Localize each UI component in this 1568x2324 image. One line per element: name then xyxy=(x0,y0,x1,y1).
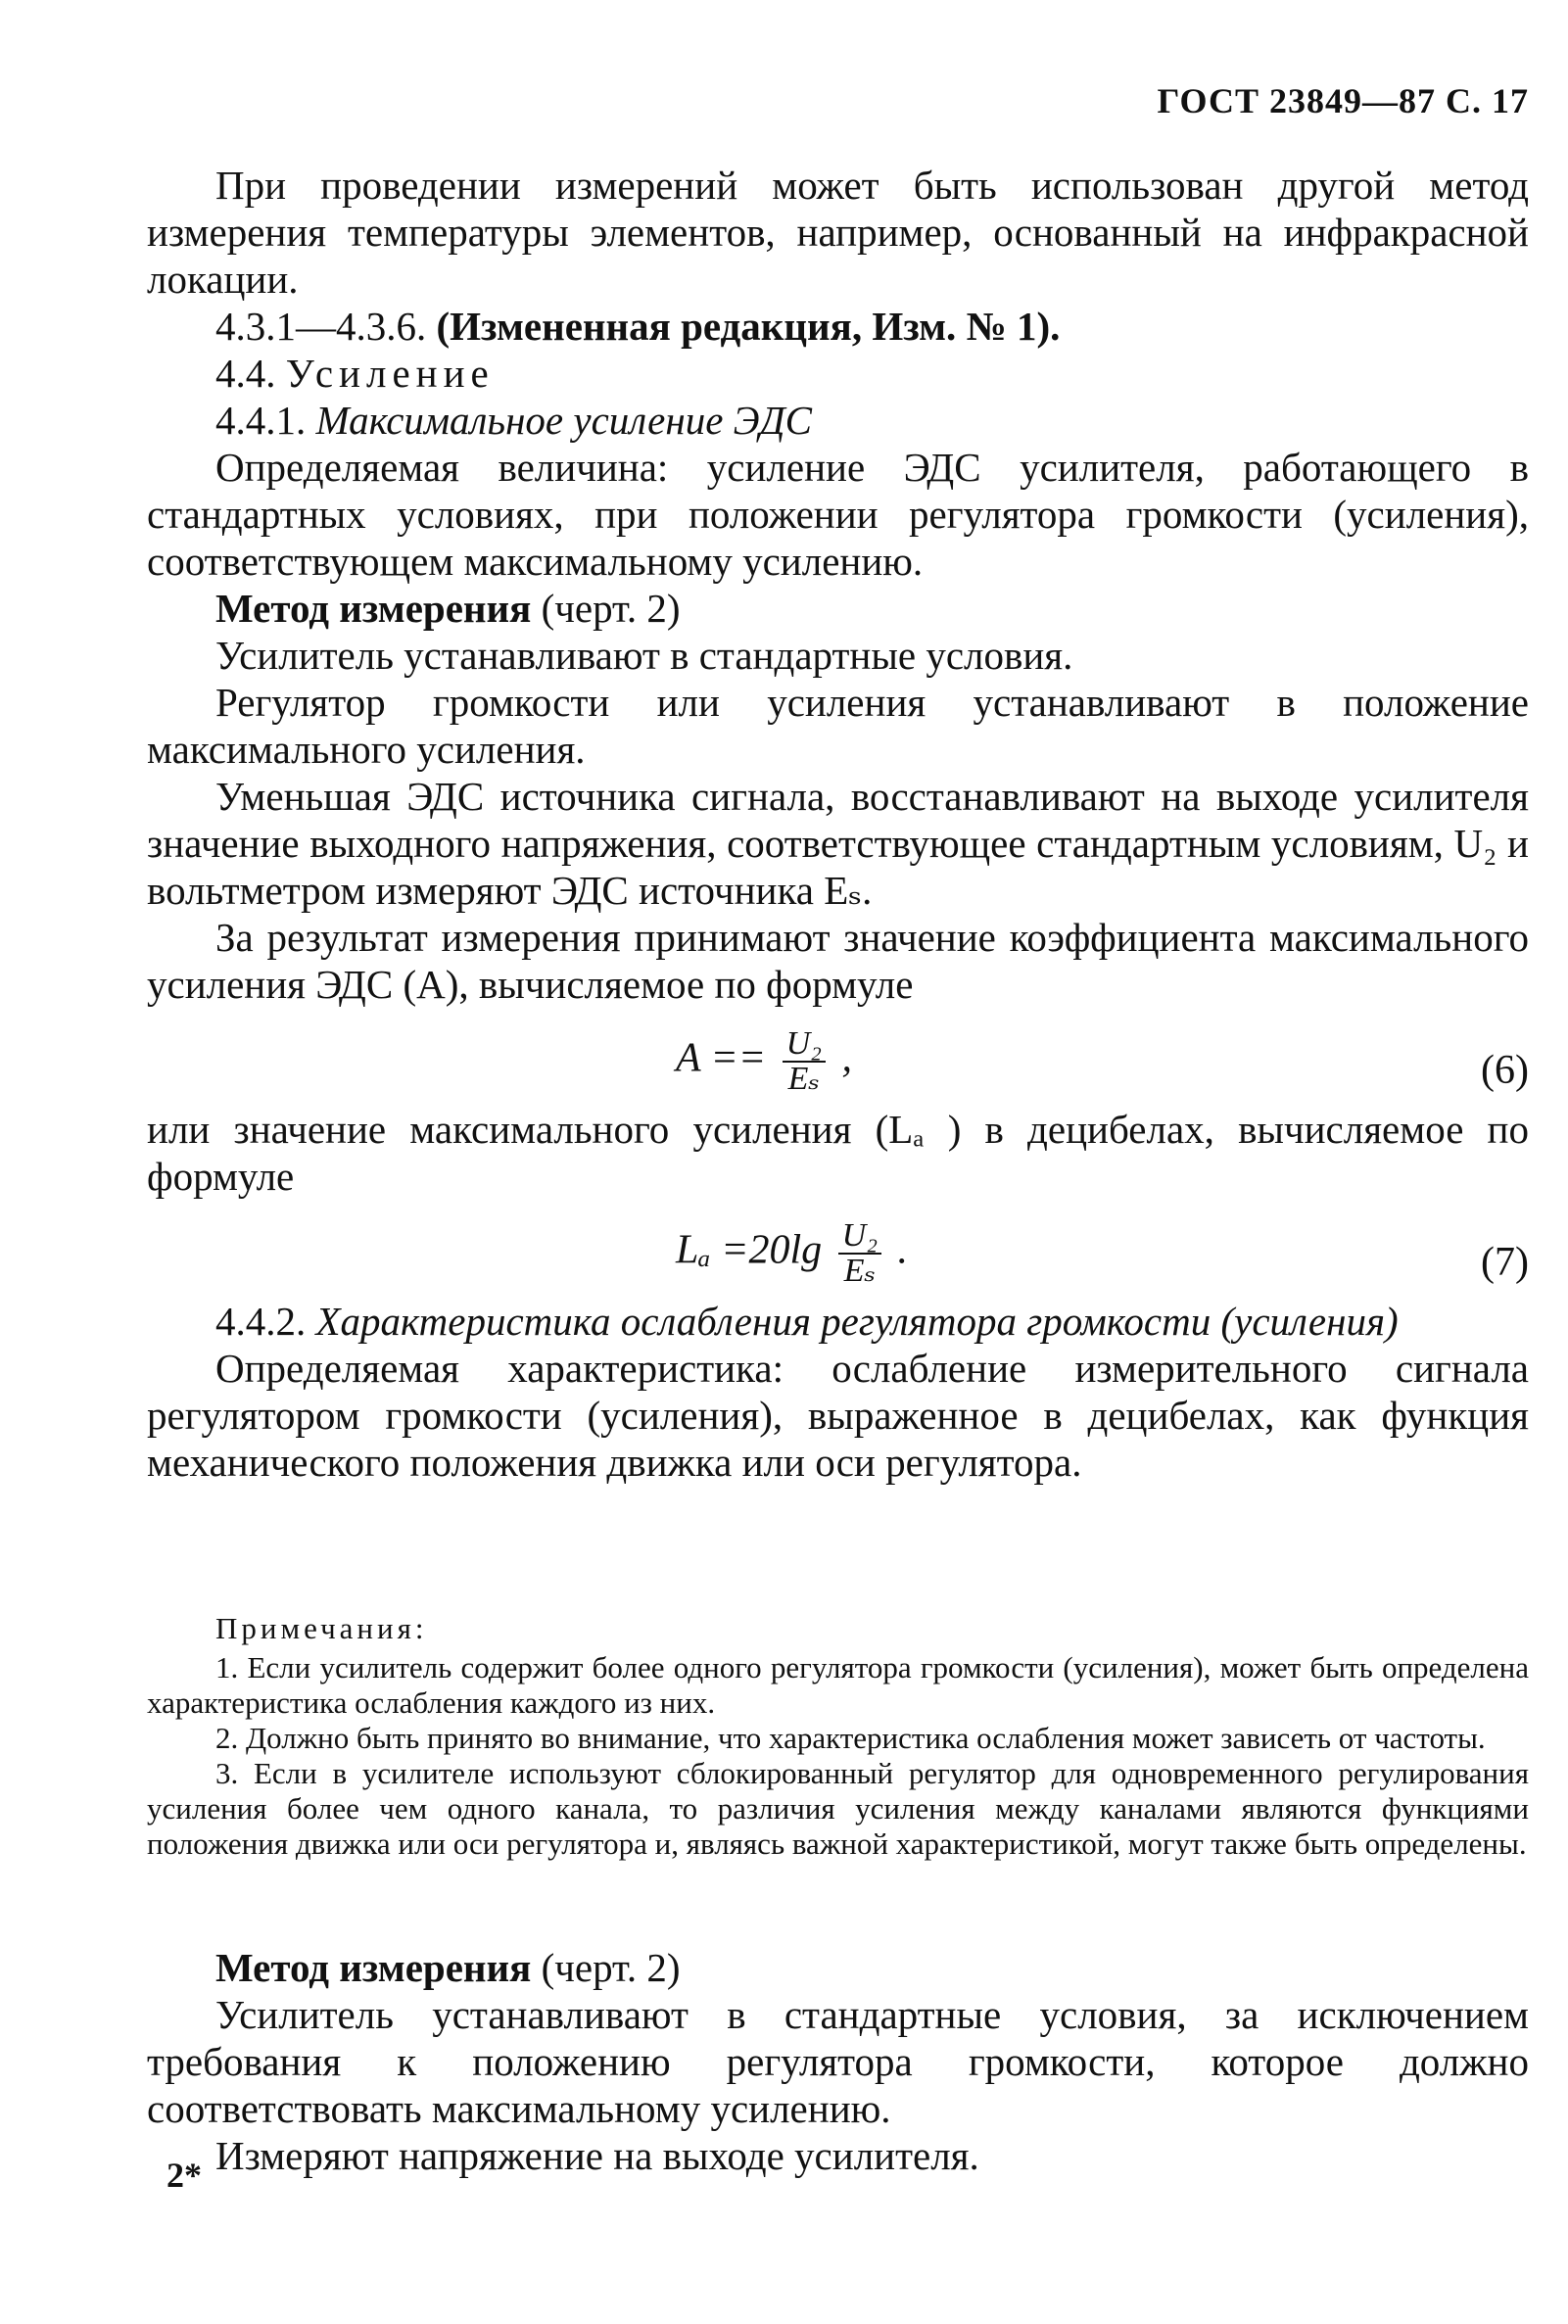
section-heading-4-4 xyxy=(147,350,1529,397)
method-label: Метод измерения xyxy=(215,1945,532,1990)
section-number: 4.4. xyxy=(215,351,276,396)
method-ref: (черт. 2) xyxy=(541,1945,681,1990)
formula-fraction xyxy=(838,1219,881,1288)
method-heading-2 xyxy=(147,1944,1529,1991)
method-heading-1 xyxy=(147,585,1529,632)
method-paragraph: или значение максимального усиления (Lₐ ) в децибелах, вычисляемое по формуле xyxy=(147,1107,1529,1199)
definition-paragraph-1: Определяемая величина: усиление ЭДС усилителя, работающего в стандартных условиях, при положении регулятора громкости (усиления), соответствующем максимальному усилению. xyxy=(147,445,1529,584)
page-header: ГОСТ 23849—87 С. 17 xyxy=(1157,81,1529,120)
revision-ref: 4.3.1—4.3.6. xyxy=(215,304,427,349)
method-paragraph: Регулятор громкости или усиления устанавливают в положение максимального усиления. xyxy=(147,680,1529,772)
method-paragraph: Усилитель устанавливают в стандартные условия, за исключением требования к положению регулятора громкости, которое должно соответствовать максимальному усилению. xyxy=(147,1992,1529,2131)
section-title: Усиление xyxy=(285,351,495,396)
notes-block xyxy=(147,1611,1529,1862)
method-paragraph: Усилитель устанавливают в стандартные условия. xyxy=(215,633,1073,678)
formula-7 xyxy=(147,1200,1529,1298)
method-paragraph: Измеряют напряжение на выходе усилителя. xyxy=(215,2133,979,2178)
fraction-numerator: U₂ xyxy=(838,1219,881,1255)
notes-title: Примечания: xyxy=(215,1611,428,1645)
note-item: 3. Если в усилителе используют сблокированный регулятор для одновременного регулирования усиления более чем одного канала, то различия усиления между каналами являются функциями положения движка или оси регулятора и, являясь важной характеристикой, могут также быть определены. xyxy=(147,1756,1529,1861)
formula-tail: , xyxy=(841,1035,852,1081)
formula-fraction xyxy=(783,1027,826,1096)
main-text-block xyxy=(147,162,1529,1486)
fraction-denominator: Eₛ xyxy=(843,1253,876,1289)
section-number: 4.4.1. xyxy=(215,398,307,443)
paragraph-intro: При проведении измерений может быть использован другой метод измерения температуры элементов, например, основанный на инфракрасной локации. xyxy=(147,163,1529,302)
revision-note xyxy=(147,303,1529,350)
formula-tail: . xyxy=(897,1227,909,1273)
section-number: 4.4.2. xyxy=(215,1299,307,1344)
method-2-block xyxy=(147,1944,1529,2179)
page-footer-mark: 2* xyxy=(166,2156,202,2195)
method-label: Метод измерения xyxy=(215,586,532,631)
section-heading-4-4-1 xyxy=(147,397,1529,444)
definition-paragraph-2: Определяемая характеристика: ослабление измерительного сигнала регулятором громкости (усиления), выраженное в децибелах, как функция механического положения движка или оси регулятора. xyxy=(147,1346,1529,1485)
revision-text: (Измененная редакция, Изм. № 1). xyxy=(436,304,1061,349)
note-item: 2. Должно быть принято во внимание, что характеристика ослабления может зависеть от частоты. xyxy=(215,1721,1486,1755)
formula-lhs: Lₐ =20lg xyxy=(676,1227,823,1273)
method-ref: (черт. 2) xyxy=(541,586,681,631)
formula-lhs: A == xyxy=(676,1035,767,1081)
method-paragraph: Уменьшая ЭДС источника сигнала, восстанавливают на выходе усилителя значение выходного напряжения, соответствующее стандартным условиям, U₂ и вольтметром измеряют ЭДС источника Eₛ. xyxy=(147,774,1529,913)
note-item: 1. Если усилитель содержит более одного регулятора громкости (усиления), может быть определена характеристика ослабления каждого из них. xyxy=(147,1650,1529,1720)
section-title: Характеристика ослабления регулятора громкости (усиления) xyxy=(315,1299,1399,1344)
method-paragraph: За результат измерения принимают значение коэффициента максимального усиления ЭДС (A), вычисляемое по формуле xyxy=(147,915,1529,1007)
fraction-numerator: U₂ xyxy=(783,1027,826,1063)
section-heading-4-4-2 xyxy=(147,1298,1529,1345)
formula-6 xyxy=(147,1008,1529,1106)
formula-number: (6) xyxy=(1481,1048,1529,1093)
section-title: Максимальное усиление ЭДС xyxy=(315,398,812,443)
fraction-denominator: Eₛ xyxy=(787,1061,820,1097)
formula-number: (7) xyxy=(1481,1240,1529,1285)
